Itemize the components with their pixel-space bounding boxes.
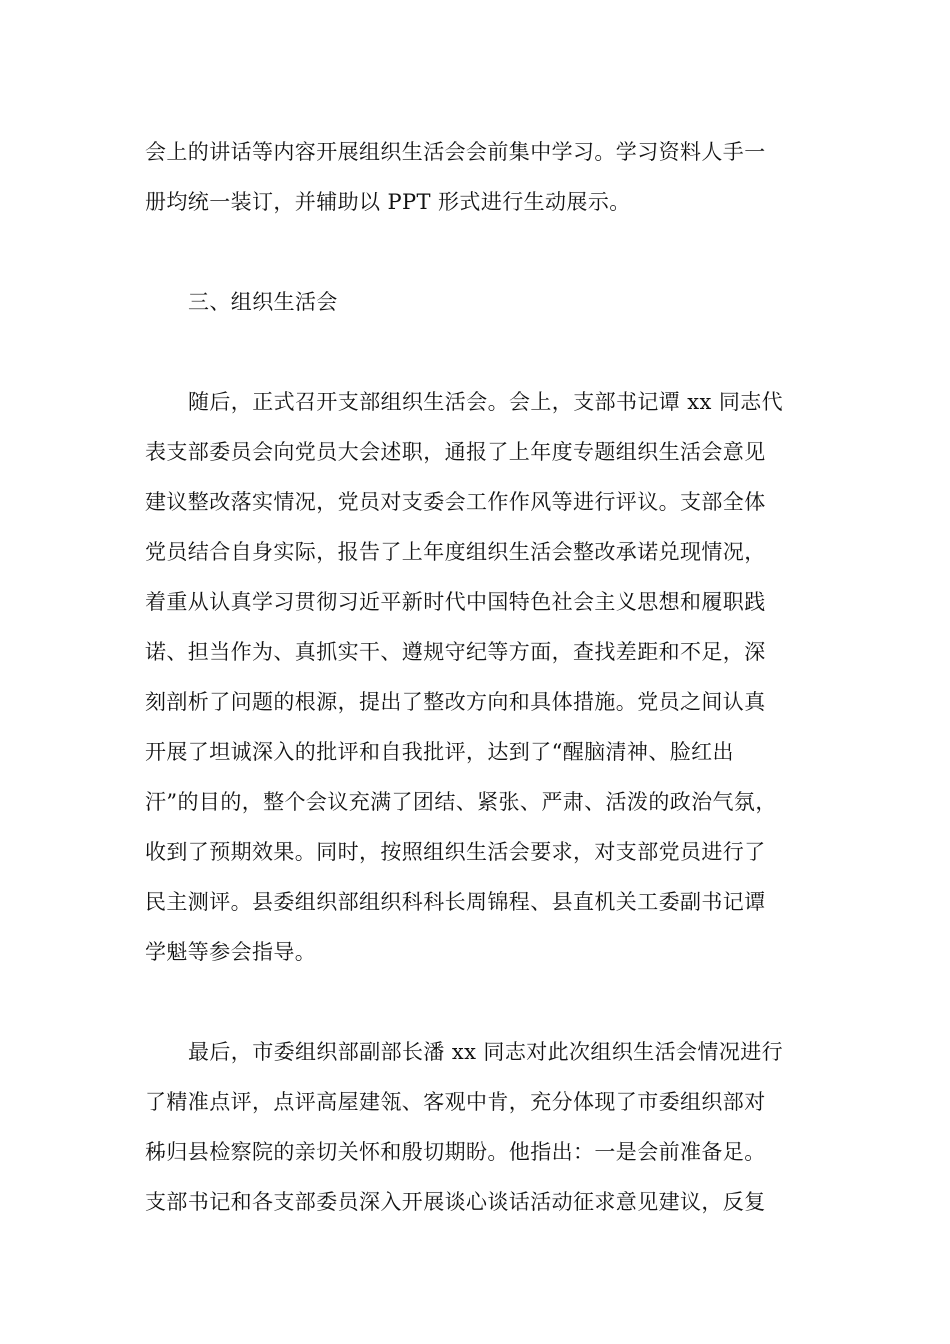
- paragraph-3-line-2: 了精准点评，点评高屋建瓴、客观中肯，充分体现了市委组织部对: [145, 1090, 766, 1114]
- paragraph-1-line-1: 会上的讲话等内容开展组织生活会会前集中学习。学习资料人手一: [145, 140, 766, 164]
- paragraph-2-line-1: 随后，正式召开支部组织生活会。会上，支部书记谭 xx 同志代: [188, 390, 784, 414]
- paragraph-3-line-4: 支部书记和各支部委员深入开展谈心谈话活动征求意见建议，反复: [145, 1190, 766, 1214]
- paragraph-2-line-4: 党员结合自身实际，报告了上年度组织生活会整改承诺兑现情况，: [145, 540, 766, 564]
- paragraph-2-line-9: 汗”的目的，整个会议充满了团结、紧张、严肃、活泼的政治气氛，: [145, 790, 777, 814]
- paragraph-2-line-11: 民主测评。县委组织部组织科科长周锦程、县直机关工委副书记谭: [145, 890, 766, 914]
- paragraph-2-line-6: 诺、担当作为、真抓实干、遵规守纪等方面，查找差距和不足，深: [145, 640, 766, 664]
- paragraph-3-line-3: 秭归县检察院的亲切关怀和殷切期盼。他指出：一是会前准备足。: [145, 1140, 766, 1164]
- paragraph-2-line-10: 收到了预期效果。同时，按照组织生活会要求，对支部党员进行了: [145, 840, 766, 864]
- paragraph-2-line-7: 刻剖析了问题的根源，提出了整改方向和具体措施。党员之间认真: [145, 690, 766, 714]
- paragraph-2-line-2: 表支部委员会向党员大会述职，通报了上年度专题组织生活会意见: [145, 440, 766, 464]
- section-heading: 三、组织生活会: [188, 290, 338, 314]
- paragraph-2-line-12: 学魁等参会指导。: [145, 940, 317, 964]
- paragraph-1-line-2: 册均统一装订，并辅助以 PPT 形式进行生动展示。: [145, 190, 631, 214]
- paragraph-3-line-1: 最后，市委组织部副部长潘 xx 同志对此次组织生活会情况进行: [188, 1040, 784, 1064]
- paragraph-2-line-8: 开展了坦诚深入的批评和自我批评，达到了“醒脑清神、脸红出: [145, 740, 734, 764]
- paragraph-2-line-3: 建议整改落实情况，党员对支委会工作作风等进行评议。支部全体: [145, 490, 766, 514]
- paragraph-2-line-5: 着重从认真学习贯彻习近平新时代中国特色社会主义思想和履职践: [145, 590, 766, 614]
